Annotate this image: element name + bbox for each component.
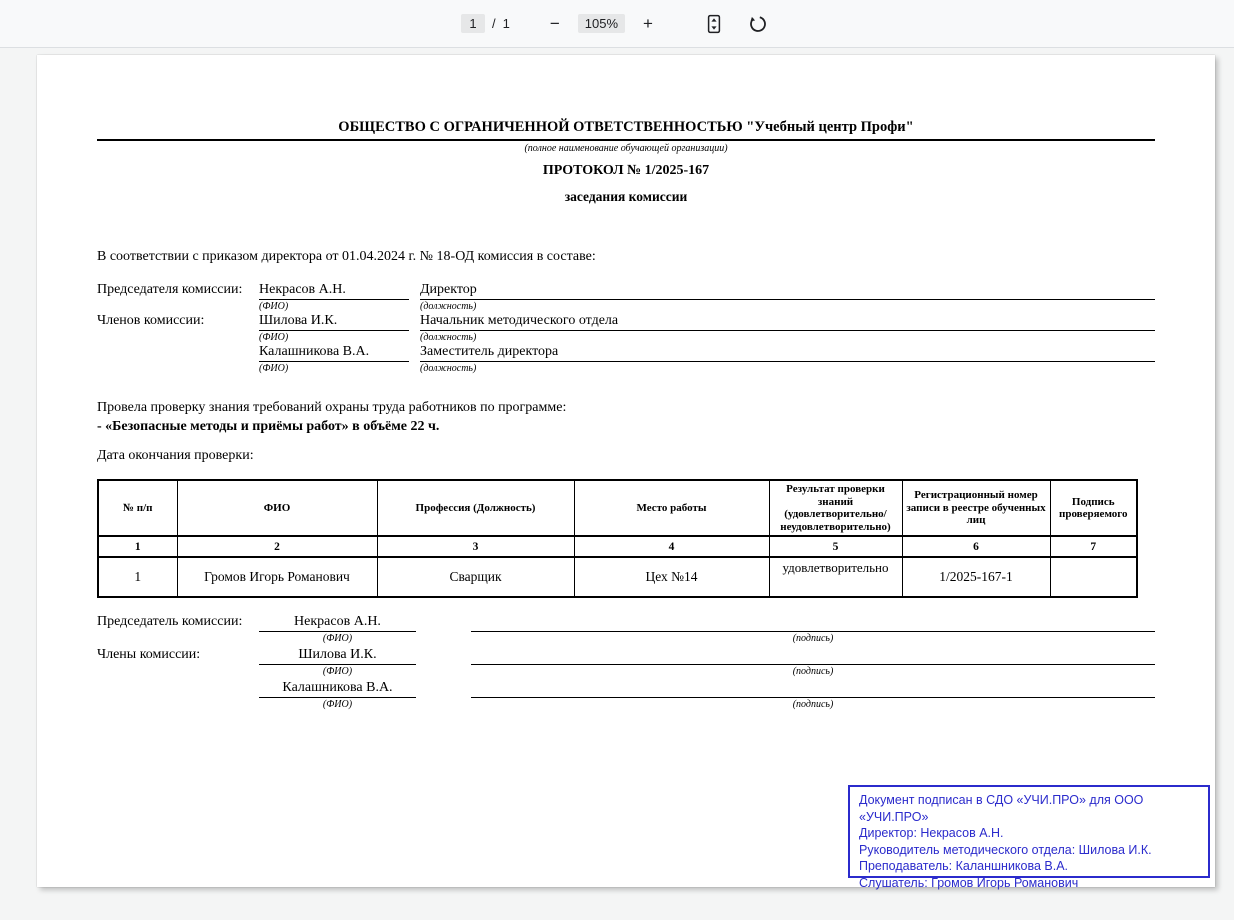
table-header-row bbox=[98, 480, 1137, 536]
cell-row-number: 1 bbox=[98, 557, 177, 597]
cell-fio: Громов Игорь Романович bbox=[177, 557, 377, 597]
commission-member-position: Директор bbox=[420, 282, 1155, 300]
pdf-viewer-area bbox=[0, 48, 1234, 920]
stamp-line: Слушатель: Громов Игорь Романович bbox=[859, 875, 1079, 890]
rotate-counterclockwise-button[interactable] bbox=[743, 11, 773, 37]
zoom-out-button[interactable]: − bbox=[544, 13, 566, 34]
signature-line bbox=[471, 614, 1155, 632]
stamp-line: Директор: Некрасов А.Н. bbox=[859, 826, 1004, 841]
signature-role-label bbox=[97, 680, 259, 698]
organization-title: ОБЩЕСТВО С ОГРАНИЧЕННОЙ ОТВЕТСТВЕННОСТЬЮ "Учебный центр Профи" bbox=[97, 119, 1155, 141]
position-caption: (должность) bbox=[420, 363, 477, 374]
column-number: 5 bbox=[769, 536, 902, 557]
fio-caption: (ФИО) bbox=[322, 633, 353, 644]
signature-name: Шилова И.К. bbox=[259, 647, 416, 665]
stamp-line: Преподаватель: Каланшникова В.А. bbox=[859, 859, 1069, 874]
check-date-label: Дата окончания проверки: bbox=[97, 448, 254, 463]
column-header: Подпись проверяемого bbox=[1050, 480, 1137, 536]
signature-line bbox=[471, 647, 1155, 665]
pdf-toolbar bbox=[0, 0, 1234, 48]
commission-member-name: Калашникова В.А. bbox=[259, 344, 409, 362]
column-number: 7 bbox=[1050, 536, 1137, 557]
cell-result: удовлетворительно bbox=[769, 557, 902, 597]
signature-role-label: Председатель комиссии: bbox=[97, 614, 243, 629]
column-header: № п/п bbox=[98, 480, 177, 536]
fit-to-page-icon bbox=[706, 14, 722, 34]
podpis-caption: (подпись) bbox=[792, 699, 834, 710]
column-number: 4 bbox=[574, 536, 769, 557]
commission-role-label bbox=[97, 344, 259, 362]
page-total: 1 bbox=[502, 16, 510, 31]
fio-caption: (ФИО) bbox=[259, 363, 289, 374]
table-column-numbers-row bbox=[98, 536, 1137, 557]
commission-role-label: Председателя комиссии: bbox=[97, 282, 243, 297]
results-table bbox=[97, 479, 1138, 598]
fit-to-page-button[interactable] bbox=[701, 11, 727, 37]
digital-signature-stamp bbox=[848, 785, 1210, 890]
position-caption: (должность) bbox=[420, 301, 477, 312]
cell-profession: Сварщик bbox=[377, 557, 574, 597]
podpis-caption: (подпись) bbox=[792, 633, 834, 644]
protocol-number: ПРОТОКОЛ № 1/2025-167 bbox=[542, 163, 710, 178]
zoom-in-button[interactable]: + bbox=[637, 13, 659, 34]
column-header: Место работы bbox=[574, 480, 769, 536]
fio-caption: (ФИО) bbox=[322, 699, 353, 710]
program-intro-line: Провела проверку знания требований охраны труда работников по программе: bbox=[97, 400, 567, 415]
column-number: 3 bbox=[377, 536, 574, 557]
table-row bbox=[98, 557, 1137, 597]
position-caption: (должность) bbox=[420, 332, 477, 343]
zoom-controls bbox=[544, 13, 659, 34]
cell-workplace: Цех №14 bbox=[574, 557, 769, 597]
program-name-line: - «Безопасные методы и приёмы работ» в объёме 22 ч. bbox=[97, 419, 440, 434]
fio-caption: (ФИО) bbox=[259, 301, 289, 312]
commission-role-label: Членов комиссии: bbox=[97, 313, 205, 328]
zoom-level[interactable]: 105% bbox=[578, 14, 625, 33]
column-number: 1 bbox=[98, 536, 177, 557]
signature-role-label: Члены комиссии: bbox=[97, 647, 201, 662]
page-divider: / bbox=[492, 16, 496, 31]
column-header: Результат проверки знаний (удовлетворительно/ неудовлетворительно) bbox=[769, 480, 902, 536]
column-header: Профессия (Должность) bbox=[377, 480, 574, 536]
page-number-input[interactable]: 1 bbox=[461, 14, 485, 33]
fio-caption: (ФИО) bbox=[322, 666, 353, 677]
commission-member-position: Заместитель директора bbox=[420, 344, 1155, 362]
commission-member-position: Начальник методического отдела bbox=[420, 313, 1155, 331]
stamp-line: Документ подписан в СДО «УЧИ.ПРО» для ООО «УЧИ.ПРО» bbox=[859, 793, 1144, 824]
organization-caption: (полное наименование обучающей организации) bbox=[524, 143, 728, 154]
signature-line bbox=[471, 680, 1155, 698]
cell-registry-number: 1/2025-167-1 bbox=[902, 557, 1050, 597]
commission-block bbox=[97, 282, 1155, 375]
page-navigation bbox=[461, 14, 510, 33]
document-page bbox=[37, 55, 1215, 890]
podpis-caption: (подпись) bbox=[792, 666, 834, 677]
column-number: 2 bbox=[177, 536, 377, 557]
commission-member-name: Некрасов А.Н. bbox=[259, 282, 409, 300]
commission-member-name: Шилова И.К. bbox=[259, 313, 409, 331]
signatures-block bbox=[97, 614, 1155, 713]
column-number: 6 bbox=[902, 536, 1050, 557]
rotate-counterclockwise-icon bbox=[748, 14, 768, 34]
cell-signature bbox=[1050, 557, 1137, 597]
fio-caption: (ФИО) bbox=[259, 332, 289, 343]
intro-paragraph: В соответствии с приказом директора от 01.04.2024 г. № 18-ОД комиссия в составе: bbox=[97, 249, 596, 264]
column-header: Регистрационный номер записи в реестре обученных лиц bbox=[902, 480, 1050, 536]
stamp-line: Руководитель методического отдела: Шилова И.К. bbox=[859, 842, 1152, 857]
view-controls bbox=[701, 11, 773, 37]
column-header: ФИО bbox=[177, 480, 377, 536]
protocol-subtitle: заседания комиссии bbox=[564, 189, 688, 204]
signature-name: Некрасов А.Н. bbox=[259, 614, 416, 632]
signature-name: Калашникова В.А. bbox=[259, 680, 416, 698]
